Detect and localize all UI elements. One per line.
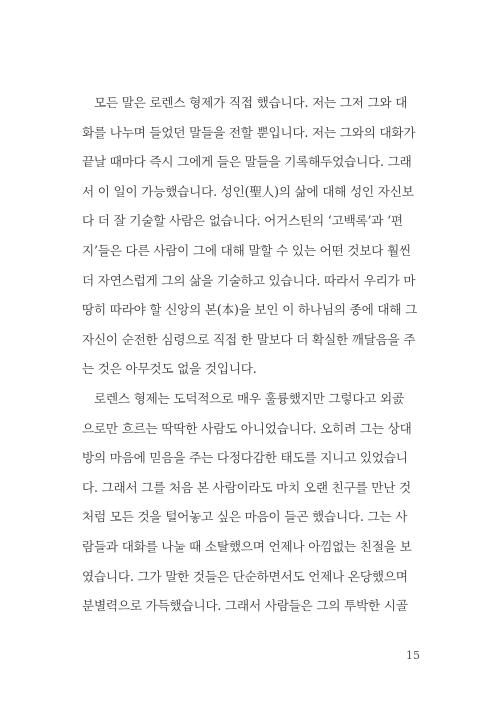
text-line: 다. 그래서 그를 처음 본 사람이라도 마치 오랜 친구를 만난 것	[82, 479, 412, 495]
text-line: 더 자연스럽게 그의 삶을 기술하고 있습니다. 따라서 우리가 마	[82, 272, 416, 288]
text-line: 자신이 순전한 심령으로 직접 한 말보다 더 확실한 깨달음을 주	[82, 331, 416, 347]
text-line: 서 이 일이 가능했습니다. 성인(聖人)의 삶에 대해 성인 자신보	[82, 183, 414, 199]
text-line: 다 더 잘 기술할 사람은 없습니다. 어거스틴의 ‘고백록’과 ‘편	[82, 213, 403, 229]
text-line: 땅히 따라야 할 신앙의 본(本)을 보인 이 하나님의 종에 대해 그	[82, 302, 418, 318]
paragraph-1	[82, 88, 422, 384]
paragraph-2	[82, 384, 422, 621]
text-line: 로렌스 형제는 도덕적으로 매우 훌륭했지만 그렇다고 외곬	[94, 390, 404, 406]
body-text	[82, 88, 422, 621]
text-line: 분별력으로 가득했습니다. 그래서 사람들은 그의 투박한 시골	[82, 598, 408, 614]
page-number: 15	[406, 649, 420, 662]
text-line: 으로만 흐르는 딱딱한 사람도 아니었습니다. 오히려 그는 상대	[82, 420, 412, 436]
text-line: 처럼 모든 것을 털어놓고 싶은 마음이 들곤 했습니다. 그는 사	[82, 509, 408, 525]
text-line: 였습니다. 그가 말한 것들은 단순하면서도 언제나 온당했으며	[82, 568, 408, 584]
text-line: 람들과 대화를 나눌 때 소탈했으며 언제나 아낌없는 친절을 보	[82, 538, 412, 554]
text-line: 는 것은 아무것도 없을 것입니다.	[82, 361, 257, 377]
text-line: 화를 나누며 들었던 말들을 전할 뿐입니다. 저는 그와의 대화가	[82, 124, 416, 140]
text-line: 지’들은 다른 사람이 그에 대해 말할 수 있는 어떤 것보다 훨씬	[82, 242, 412, 258]
text-line: 방의 마음에 믿음을 주는 다정다감한 태도를 지니고 있었습니	[82, 450, 408, 466]
text-line: 끝날 때마다 즉시 그에게 들은 말들을 기록해두었습니다. 그래	[82, 154, 412, 170]
text-line: 모든 말은 로렌스 형제가 직접 했습니다. 저는 그저 그와 대	[94, 95, 408, 110]
